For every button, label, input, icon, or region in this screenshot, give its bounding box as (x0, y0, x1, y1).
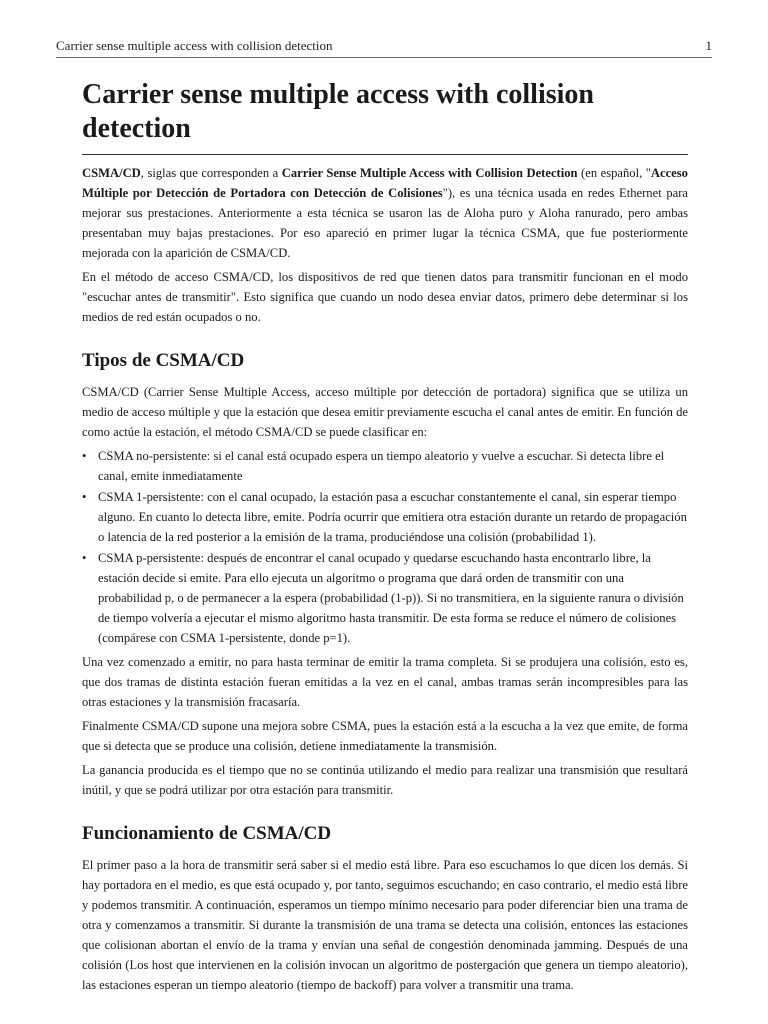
list-item: • CSMA p-persistente: después de encontrar el canal ocupado y quedarse escuchando hasta encontrarlo libre, la estación decide si emite. Para ello ejecuta un algoritmo o programa que dará orden de transmitir con una probabilidad p, o de permanecer a la espera (probabilidad (1-p)). Si no transmitiera, en la siguiente ranura o división de tiempo volvería a ejecutar el mismo algoritmo hasta transmitir. De esta forma se reduce el número de colisiones (compárese con CSMA 1-persistente, donde p=1). (82, 548, 688, 648)
tipos-paragraph-4: La ganancia producida es el tiempo que no se continúa utilizando el medio para realizar una transmisión que resultará inútil, y que se podrá utilizar por otra estación para transmitir. (82, 763, 688, 797)
tipos-paragraph-3: Finalmente CSMA/CD supone una mejora sobre CSMA, pues la estación está a la escucha a la vez que emite, de forma que si detecta que se produce una colisión, detiene inmediatamente la transmisión. (82, 719, 688, 753)
term-english-name: Carrier Sense Multiple Access with Collision Detection (281, 166, 578, 180)
running-title: Carrier sense multiple access with collision detection (56, 38, 333, 53)
term-spanish-name: Acceso Múltiple por Detección de Portadora con Detección de Colisiones (82, 166, 688, 200)
running-header (56, 38, 712, 58)
article-body (82, 78, 688, 999)
intro-paragraph-1: CSMA/CD, siglas que corresponden a Carrier Sense Multiple Access with Collision Detection (en español, "Acceso Múltiple por Detección de Portadora con Detección de Colisiones"), es una técnica usada en redes Ethernet para mejorar sus prestaciones. Anteriormente a esta técnica se usaron las de Aloha puro y Aloha ranurado, pero ambas presentaban muy bajas prestaciones. Por eso apareció en primer lugar la técnica CSMA, que fue posteriormente mejorada con la aparición de CSMA/CD. (82, 166, 688, 260)
section-heading-tipos: Tipos de CSMA/CD (82, 350, 245, 371)
list-item: • CSMA 1-persistente: con el canal ocupado, la estación pasa a escuchar constantemente el canal, sin esperar tiempo alguno. En cuanto lo detecta libre, emite. Podría ocurrir que emitiera otra estación durante un retardo de propagación o latencia de la red posterior a la emisión de la trama, produciéndose una colisión (probabilidad 1). (82, 487, 688, 547)
tipos-paragraph-2: Una vez comenzado a emitir, no para hasta terminar de emitir la trama completa. Si se produjera una colisión, esto es, que dos tramas de distinta estación fueran emitidas a la vez en el canal, ambas tramas serán incompresibles para las otras estaciones y la transmisión fracasaría. (82, 655, 688, 709)
bullet-icon: • (82, 449, 87, 463)
funcionamiento-paragraph-1: El primer paso a la hora de transmitir será saber si el medio está libre. Para eso escuchamos lo que dicen los demás. Si hay portadora en el medio, es que está ocupado y, por tanto, seguimos escuchando; en caso contrario, el medio está libre y podemos transmitir. A continuación, esperamos un tiempo mínimo necesario para poder diferenciar bien una trama de otra y comenzamos a transmitir. Si durante la transmisión de una trama se detecta una colisión, entonces las estaciones que colisionan abortan el envío de la trama y envían una señal de congestión denominada jamming. Después de una colisión (Los host que intervienen en la colisión invocan un algoritmo de postergación que genera un tiempo aleatorio), las estaciones esperan un tiempo aleatorio (tiempo de backoff) para volver a transmitir una trama. (82, 858, 688, 992)
intro-paragraph-2: En el método de acceso CSMA/CD, los dispositivos de red que tienen datos para transmitir funcionan en el modo "escuchar antes de transmitir". Esto significa que cuando un nodo desea enviar datos, primero debe determinar si los medios de red están ocupados o no. (82, 270, 688, 324)
term-csmacd: CSMA/CD (82, 166, 141, 180)
article-title: Carrier sense multiple access with collision detection (82, 78, 688, 155)
bullet-icon: • (82, 551, 87, 565)
list-item: • CSMA no-persistente: si el canal está ocupado espera un tiempo aleatorio y vuelve a escuchar. Si detecta libre el canal, emite inmediatamente (82, 446, 688, 486)
tipos-paragraph-1: CSMA/CD (Carrier Sense Multiple Access, acceso múltiple por detección de portadora) significa que se utiliza un medio de acceso múltiple y que la estación que desea emitir previamente escucha el canal antes de emitir. En función de como actúe la estación, el método CSMA/CD se puede clasificar en: (82, 385, 688, 439)
page-number: 1 (705, 38, 712, 53)
csma-types-list (82, 446, 688, 648)
section-heading-funcionamiento: Funcionamiento de CSMA/CD (82, 823, 332, 844)
bullet-icon: • (82, 490, 87, 504)
